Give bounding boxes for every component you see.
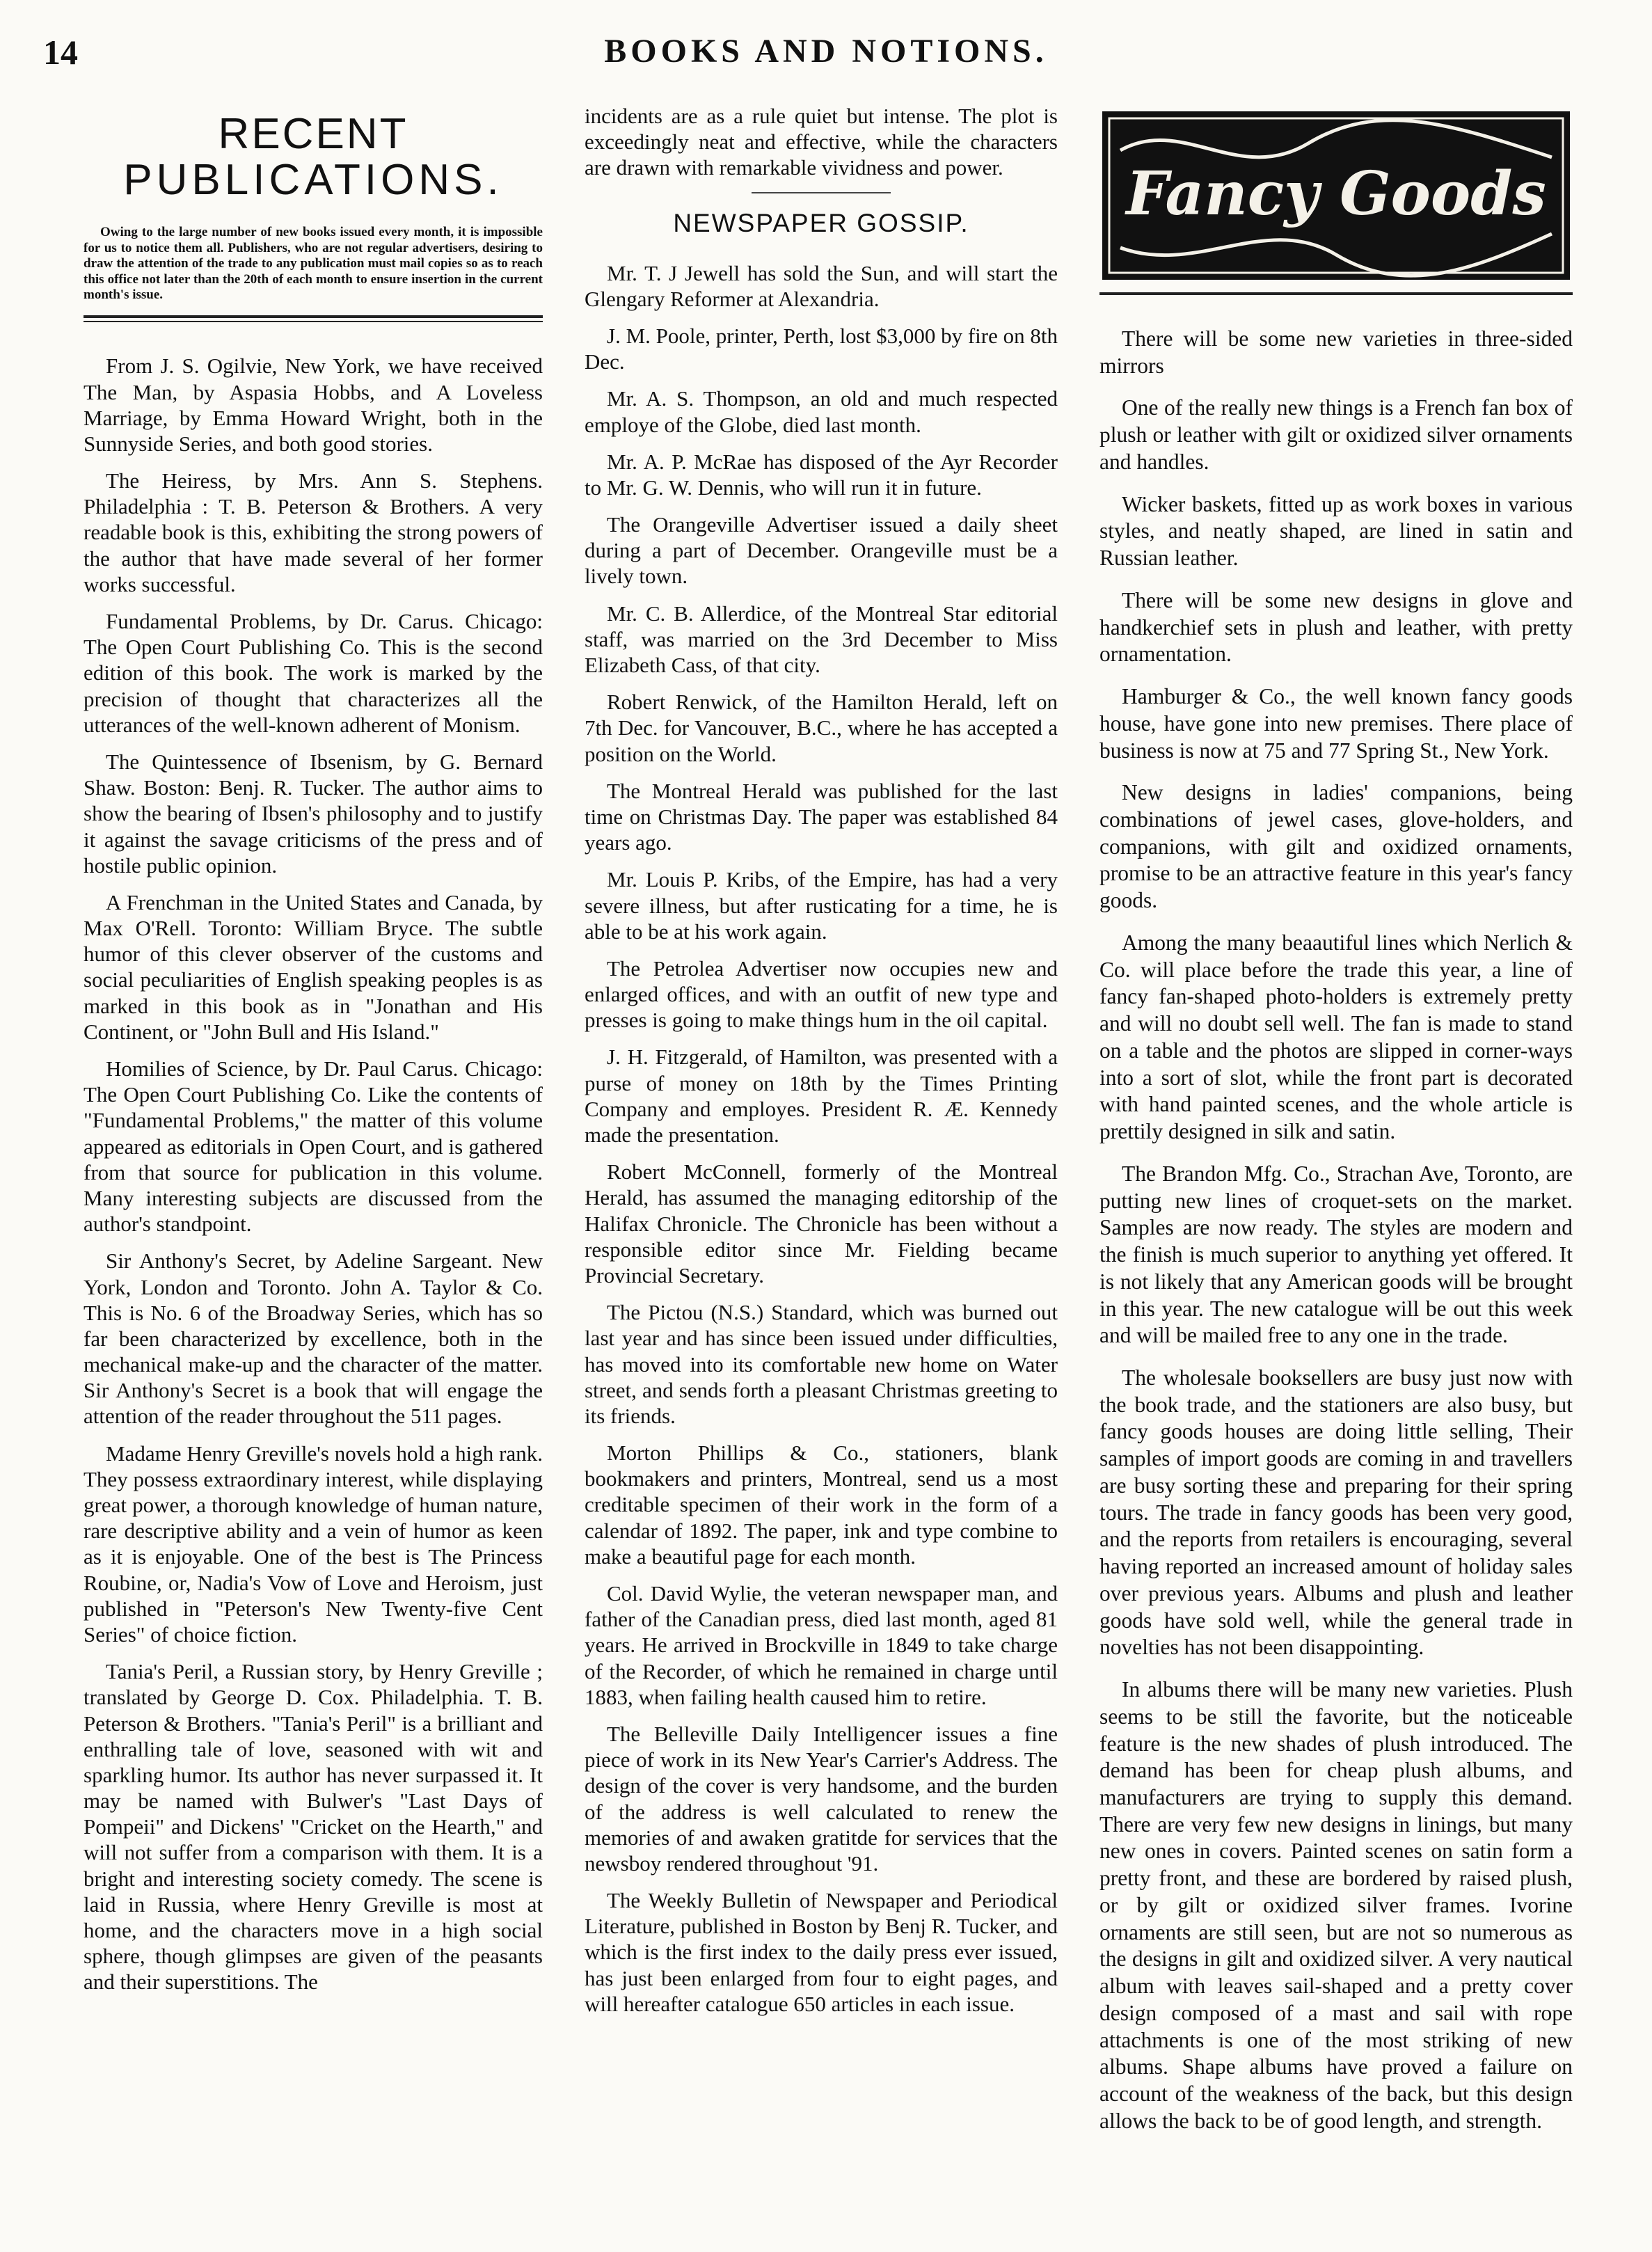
fancy-goods-item: Wicker baskets, fitted up as work boxes in various styles, and neatly shaped, are lined in satin and Russian leather. [1099,491,1573,571]
section-title-line2: PUBLICATIONS. [123,156,503,205]
gossip-item: The Belleville Daily Intelligencer issues a fine piece of work in its New Year's Carrier's Address. The design of the cover is very handsome, and the burden of the address is well calculated to renew the memories of and awaken gratitde for services that the newsboy rendered throughout '91. [585,1721,1058,1876]
gossip-item: The Weekly Bulletin of Newspaper and Periodical Literature, published in Boston by Benj R. Tucker, and which is the first index to the daily press ever issued, has just been enlarged from four to eight pages, and will hereafter catalogue 650 articles in each issue. [585,1888,1058,2016]
column-recent-publications [84,104,543,2006]
running-head: BOOKS AND NOTIONS. [604,33,1048,70]
book-notice: Homilies of Science, by Dr. Paul Carus. Chicago: The Open Court Publishing Co. Like the contents of "Fundamental Problems," the matter of this volume appeared as editorials in Open Court, and is gathered from that source for publication in this volume. Many interesting subjects are discussed from the author's standpoint. [84,1056,543,1237]
gossip-item: Mr. A. S. Thompson, an old and much respected employe of the Globe, died last month. [585,386,1058,437]
fancy-goods-item: There will be some new designs in glove and handkerchief sets in plush and leather, with pretty ornamentation. [1099,587,1573,667]
fancy-goods-item: Among the many beaautiful lines which Nerlich & Co. will place before the trade this year, a line of fancy fan-shaped photo-holders is extremely pretty and will no doubt sell well. The fan is made to stand on a table and the photos are slipped in corner-ways into a sort of slot, while the front part is decorated with hand painted scenes, and the whole article is prettily designed in silk and satin. [1099,930,1573,1144]
book-notice: Fundamental Problems, by Dr. Carus. Chicago: The Open Court Publishing Co. This is the second edition of this book. The work is marked by the precision of thought that characterizes all the utterances of the well-known adherent of Monism. [84,609,543,737]
book-notice: Tania's Peril, a Russian story, by Henry Greville ; translated by George D. Cox. Philadelphia. T. B. Peterson & Brothers. "Tania's Peril" is a brilliant and enthralling tale of love, seasoned with wit and sparkling humor. Its author has never surpassed it. It may be named with Bulwer's "Last Days of Pompeii" and Dickens' "Cricket on the Hearth," and will not suffer from a comparison with them. It is a bright and interesting society comedy. The scene is laid in Russia, where Henry Greville is most at home, and the characters move in a high social sphere, though glimpses are given of the peasants and their superstitions. The [84,1659,543,1995]
gossip-item: Col. David Wylie, the veteran newspaper man, and father of the Canadian press, died last month, aged 81 years. He arrived in Brockville in 1849 to take charge of the Recorder, of which he remained in charge until 1883, when failing health caused him to retire. [585,1581,1058,1709]
section-divider [84,315,543,322]
fancy-goods-item: In albums there will be many new varieties. Plush seems to be still the favorite, but the noticeable feature is the new shades of plush introduced. The demand has been for cheap plush albums, and manufacturers are trying to supply this demand. There are very few new designs in linings, but many new ones in covers. Painted scenes on satin form a pretty front, and these are bordered by raised plush, or by gilt or oxidized silver frames. Ivorine ornaments are still seen, but are not so numerous as the designs in gilt and oxidized silver. A very nautical album with leaves sail-shaped and a pretty cover design composed of a mast and sail with rope attachments is one of the most striking of new albums. Shape albums have proved a failure on account of the weakness of the back, but this design allows the back to be of good length, and strength. [1099,1677,1573,2133]
gossip-item: J. M. Poole, printer, Perth, lost $3,000 by fire on 8th Dec. [585,323,1058,374]
gossip-item: The Montreal Herald was published for the last time on Christmas Day. The paper was established 84 years ago. [585,778,1058,855]
book-notice: From J. S. Ogilvie, New York, we have received The Man, by Aspasia Hobbs, and A Loveless Marriage, by Emma Howard Wright, both in the Sunnyside Series, and both good stories. [84,354,543,456]
fancy-goods-title: Fancy Goods [1126,159,1546,229]
fancy-goods-item: The Brandon Mfg. Co., Strachan Ave, Toronto, are putting new lines of croquet-sets on the market. Samples are now ready. The styles are modern and the finish is much superior to anything yet offered. It is not likely that any American goods will be brought in this year. The new catalogue will be out this week and will be mailed free to any one in the trade. [1099,1161,1573,1348]
gossip-item: Mr. C. B. Allerdice, of the Montreal Star editorial staff, was married on the 3rd December to Miss Elizabeth Cass, of that city. [585,601,1058,677]
gossip-item: Robert McConnell, formerly of the Montreal Herald, has assumed the managing editorship of the Halifax Chronicle. The Chronicle has been without a responsible editor since Mr. Fielding became Provincial Secretary. [585,1159,1058,1287]
gossip-item: The Pictou (N.S.) Standard, which was burned out last year and has since been issued under difficulties, has moved into its comfortable new home on Water street, and sends forth a pleasant Christmas greeting to its friends. [585,1300,1058,1428]
gossip-item: The Petrolea Advertiser now occupies new and enlarged offices, and with an outfit of new type and presses is going to make things hum in the oil capital. [585,955,1058,1033]
section-title-line1: RECENT [218,110,408,158]
book-notice: The Heiress, by Mrs. Ann S. Stephens. Philadelphia : T. B. Peterson & Brothers. A very readable book is this, exhibiting the strong powers of the author that have made several of her former works successful. [84,468,543,596]
editorial-note: Owing to the large number of new books issued every month, it is impossible for us to notice them all. Publishers, who are not regular advertisers, desiring to draw the attention of the trade to any publication must mail copies so as to reach this office not later than the 20th of each month to ensure insertion in the current month's issue. [84,225,543,302]
book-notice: Madame Henry Greville's novels hold a high rank. They possess extraordinary interest, while displaying great power, a thorough knowledge of human nature, rare descriptive ability and a vein of humor as keen as it is enjoyable. One of the best is The Princess Roubine, or, Nadia's Vow of Love and Heroism, just published in "Peterson's New Twenty-five Cent Series" of choice fiction. [84,1441,543,1647]
fancy-goods-item: The wholesale booksellers are busy just now with the book trade, and the stationers are also busy, but fancy goods houses are doing little selling, Their samples of import goods are coming in and travellers are busy sorting these and preparing for their spring tours. The trade in fancy goods has been very good, and the reports from retailers is encouraging, several having reported an increased amount of holiday sales over previous years. Albums and plush and leather goods have sold well, while the general trade in novelties has not been disappointing. [1099,1365,1573,1660]
section-title: NEWSPAPER GOSSIP. [673,208,969,237]
fancy-goods-heading-banner [1099,109,1573,283]
fancy-goods-item: New designs in ladies' companions, being combinations of jewel cases, glove-holders, and companions, with gilt and oxidized ornaments, promise to be an attractive feature in this year's fancy goods. [1099,780,1573,913]
column-fancy-goods [1099,104,1573,2150]
gossip-item: J. H. Fitzgerald, of Hamilton, was presented with a purse of money on 18th by the Times Printing Company and employes. President R. Æ. Kennedy made the presentation. [585,1045,1058,1147]
gossip-item: The Orangeville Advertiser issued a daily sheet during a part of December. Orangeville must be a lively town. [585,512,1058,589]
gossip-item: Morton Phillips & Co., stationers, blank bookmakers and printers, Montreal, send us a most creditable specimen of their work in the form of a calendar of 1892. The paper, ink and type combine to make a beautiful page for each month. [585,1441,1058,1569]
gossip-item: Mr. A. P. McRae has disposed of the Ayr Recorder to Mr. G. W. Dennis, who will run it in future. [585,449,1058,500]
section-divider [1099,292,1573,295]
column-newspaper-gossip [585,103,1058,2028]
fancy-goods-item: There will be some new varieties in three-sided mirrors [1099,326,1573,378]
book-notice: The Quintessence of Ibsenism, by G. Bernard Shaw. Boston: Benj. R. Tucker. The author aims to show the bearing of Ibsen's philosophy and to justify it against the savage criticisms of the press and of hostile public opinion. [84,749,543,878]
fancy-goods-item: Hamburger & Co., the well known fancy goods house, have gone into new premises. There place of business is now at 75 and 77 Spring St., New York. [1099,684,1573,763]
gossip-item: Robert Renwick, of the Hamilton Herald, left on 7th Dec. for Vancouver, B.C., where he has accepted a position on the World. [585,690,1058,766]
gossip-item: Mr. T. J Jewell has sold the Sun, and will start the Glengary Reformer at Alexandria. [585,260,1058,311]
gossip-item: Mr. Louis P. Kribs, of the Empire, has had a very severe illness, but after rusticating for a time, he is able to be at his work again. [585,867,1058,944]
short-divider [752,192,891,193]
page-number: 14 [43,33,78,72]
book-notice: Sir Anthony's Secret, by Adeline Sargeant. New York, London and Toronto. John A. Taylor & Co. This is No. 6 of the Broadway Series, which has so far been characterized by excellence, both in the mechanical make-up and the character of the matter. Sir Anthony's Secret is a book that will engage the attention of the reader throughout the 511 pages. [84,1248,543,1429]
book-notice: A Frenchman in the United States and Canada, by Max O'Rell. Toronto: William Bryce. The subtle humor of this clever observer of the customs and social peculiarities of English speaking peoples is as marked in this book as in "Jonathan and His Continent, or "John Bull and His Island." [84,889,543,1044]
fancy-goods-item: One of the really new things is a French fan box of plush or leather with gilt or oxidized silver ornaments and handles. [1099,395,1573,474]
continued-text: incidents are as a rule quiet but intense. The plot is exceedingly neat and effective, while the characters are drawn with remarkable vividness and power. [585,104,1058,180]
